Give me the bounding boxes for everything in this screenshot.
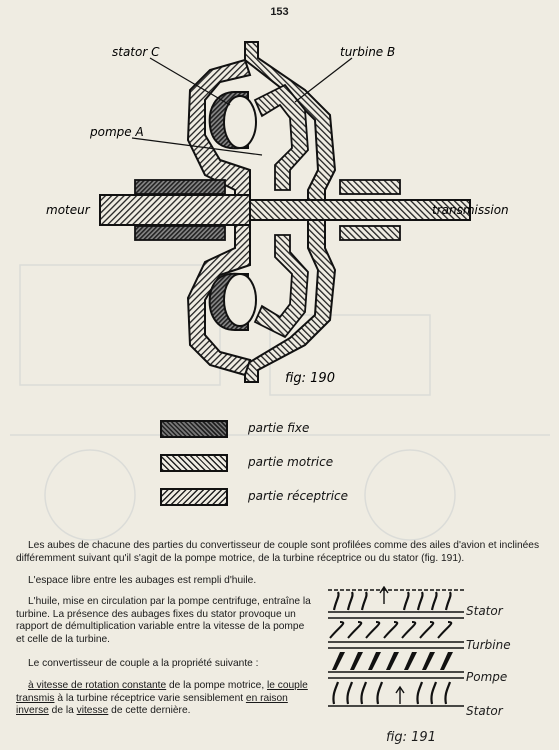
legend-swatch-receptrice xyxy=(160,488,228,506)
blade-rows-diagram xyxy=(326,586,476,726)
page-number: 153 xyxy=(270,6,289,18)
row-label-stator-top: Stator xyxy=(466,604,503,618)
row-label-pompe: Pompe xyxy=(466,670,508,684)
leader-turbine xyxy=(295,58,352,102)
emph-vitesse: vitesse xyxy=(76,705,109,717)
legend-label-receptrice: partie réceptrice xyxy=(248,489,349,503)
paragraph-propriete: Le convertisseur de couple a la propriété suivante : xyxy=(28,658,259,669)
fixed-hub-lower xyxy=(135,226,225,240)
fig191-caption: fig: 191 xyxy=(386,730,436,745)
output-flange-lower xyxy=(340,226,400,240)
label-stator: stator C xyxy=(112,45,160,59)
stator-bottom-blades xyxy=(333,682,450,704)
legend-swatch-fixe xyxy=(160,420,228,438)
legend-label-motrice: partie motrice xyxy=(248,455,334,469)
label-turbine: turbine B xyxy=(340,45,396,59)
input-shaft xyxy=(100,195,250,225)
turbine-row-blades xyxy=(330,622,451,638)
label-moteur: moteur xyxy=(46,203,90,217)
row-label-turbine: Turbine xyxy=(466,638,511,652)
row-label-stator-bottom: Stator xyxy=(466,704,503,718)
paragraph-espace: L'espace libre entre les aubages est rempli d'huile. xyxy=(28,575,257,586)
label-pompe: pompe A xyxy=(90,125,144,139)
emph-vitesse-constante: à vitesse de rotation constante xyxy=(28,680,167,691)
fixed-hub-upper xyxy=(135,180,225,194)
paragraph-aubes: Les aubes de chacune des parties du convertisseur de couple sont profilées comme des ailes d'avion et inclinées différemment suivant qu'il s'agit de la pompe motrice, de la turbine réceptrice ou du stator (fig. 191). xyxy=(16,540,540,564)
turbine-blade-lower xyxy=(255,235,308,337)
fig190-caption: fig: 190 xyxy=(285,371,335,386)
lower-cavity xyxy=(224,274,256,326)
paragraph-huile: L'huile, mise en circulation par la pompe centrifuge, entraîne la turbine. La présence des aubages fixes du stator provoque un rapport de démultiplication variable entre la vitesse de la pompe et celle de la turbine. xyxy=(16,596,311,645)
pump-row-blades xyxy=(332,652,453,670)
legend-label-fixe: partie fixe xyxy=(248,421,310,435)
emph-couple-transmis: le couple transmis xyxy=(16,680,308,704)
stator-top-blades xyxy=(334,592,451,610)
label-transmission: transmission xyxy=(432,203,509,217)
output-flange-upper xyxy=(340,180,400,194)
legend-swatch-motrice xyxy=(160,454,228,472)
emph-raison-inverse: en raison inverse xyxy=(16,692,288,717)
torque-converter-diagram xyxy=(40,30,540,390)
paragraph-loi: à vitesse de rotation constante de la pompe motrice, le couple transmis à la turbine réceptrice varie sensiblement en raison inverse de la vitesse de cette dernière. xyxy=(16,680,308,717)
